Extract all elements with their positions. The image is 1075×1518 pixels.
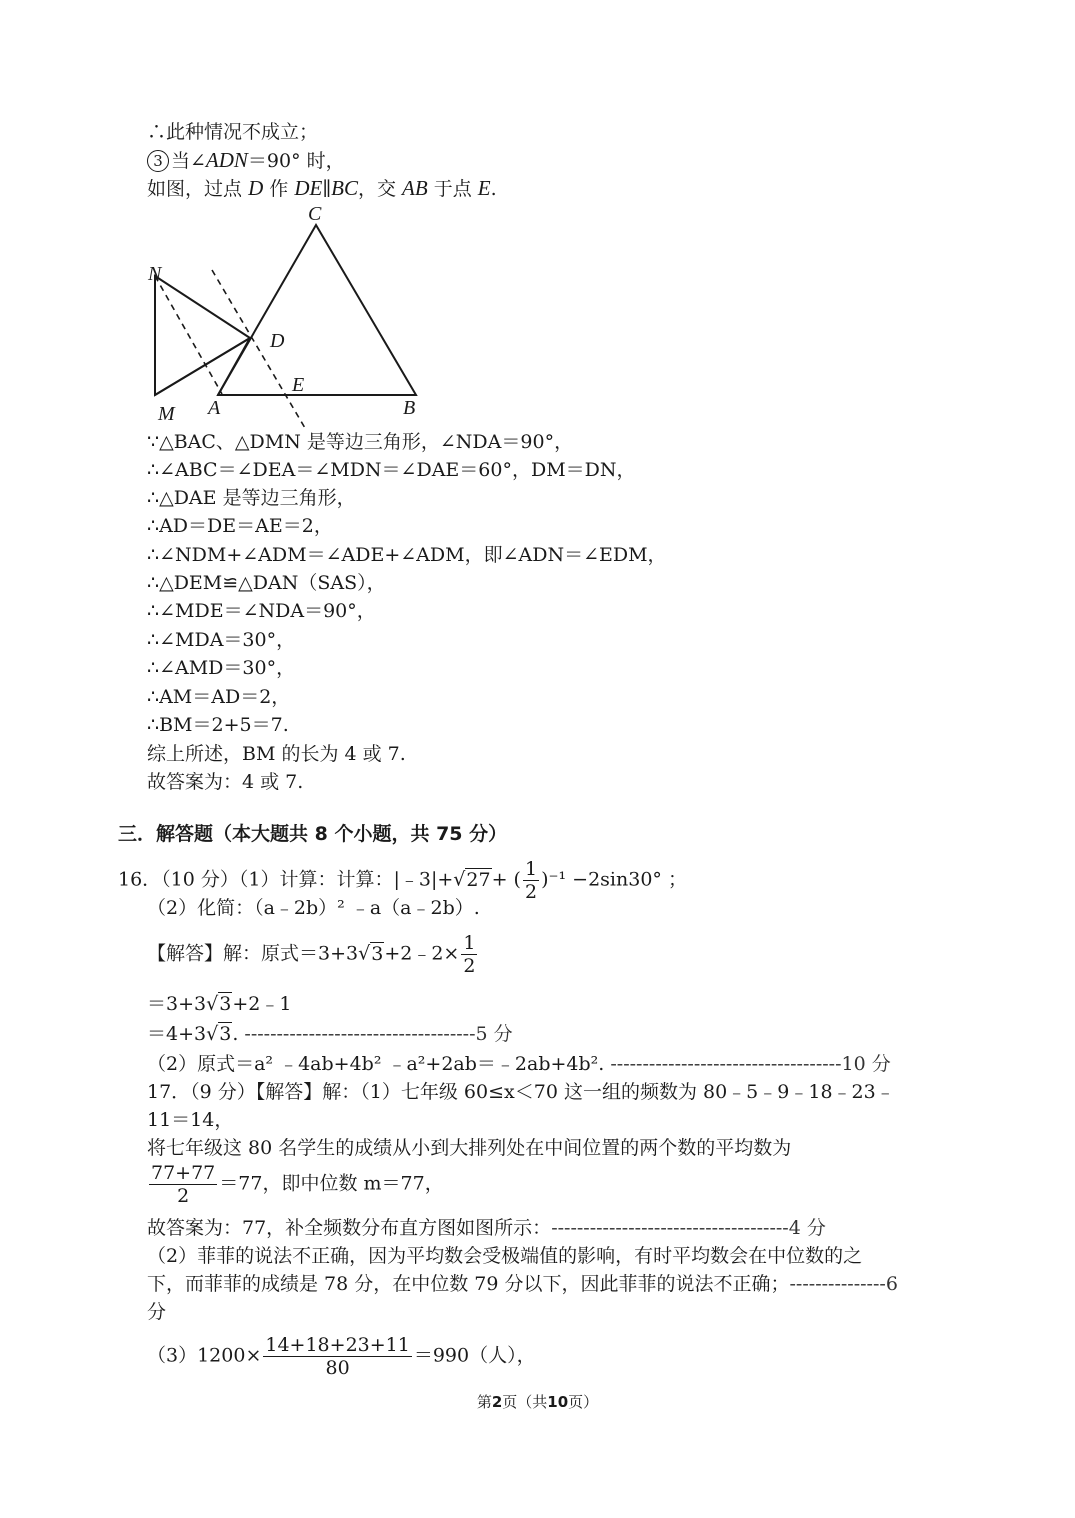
label-d: D [270,330,285,352]
q17-line: $\frac{77+77}{2}$ ＝77，即中位数 m＝77， [151,1162,444,1207]
q17-line: （3）1200× $\frac{14+18+23+11}{80}$ ＝990（人）， [147,1334,536,1379]
q17-line: 11＝14， [147,1109,234,1131]
q17-line: 故答案为：77，补全频数分布直方图如图所示：-------------------------------------4 分 [147,1217,826,1239]
page-footer: 第2页（共10页） [476,1393,599,1411]
circled-number: 3 [147,150,169,172]
score-marker: ------------------------------------10 分 [610,1053,891,1075]
proof-line: ∴BM＝2+5＝7. [147,714,289,736]
proof-line: ∵△BAC、△DMN 是等边三角形，∠NDA＝90°， [147,431,574,453]
proof-line: ∴△DEM≌△DAN（SAS）， [147,572,386,594]
proof-line: ∴△DAE 是等边三角形， [147,487,356,509]
q17-line: 将七年级这 80 名学生的成绩从小到大排列处在中间位置的两个数的平均数为 [147,1137,792,1159]
fraction: $\frac{77+77}{2}$ [151,1162,216,1207]
fraction: $\frac{14+18+23+11}{80}$ [265,1334,410,1379]
label-b: B [403,397,416,419]
fraction: $\frac{1}{2}$ [524,858,538,903]
proof-line: ∴∠MDA＝30°， [147,629,296,651]
triangle-abc [218,225,416,395]
text-line: ∴此种情况不成立； [147,121,319,143]
text-line: 3 当∠ADN＝90° 时， [147,146,345,175]
proof-line: ∴∠ABC＝∠DEA＝∠MDN＝∠DAE＝60°，DM＝DN， [147,459,636,481]
dashed-line-de [212,270,305,428]
label-n: N [148,263,162,285]
score-marker: ------------------------------------5 分 [244,1023,513,1045]
geometry-figure [140,200,440,430]
label-e: E [292,374,305,396]
q16-step: ＝3+3√3+2﹣1 [147,993,292,1015]
label-a: A [208,397,221,419]
dashed-line-na [155,276,222,394]
q17-line: 下，而菲菲的成绩是 78 分，在中位数 79 分以下，因此菲菲的说法不正确；---------------6 [147,1273,898,1295]
proof-line: ∴∠AMD＝30°， [147,657,296,679]
section-heading: 三．解答题（本大题共 8 个小题，共 75 分） [118,823,508,845]
proof-line: ∴∠NDM+∠ADM＝∠ADE+∠ADM，即∠ADN＝∠EDM， [147,544,667,566]
fraction: $\frac{1}{2}$ [463,932,476,977]
segment-md [155,338,250,395]
q16-line: 16．（10 分）（1）计算：计算：|﹣3|+√27+ ( $\frac{1}{2}$ )⁻¹ −2sin30° ； [118,858,687,903]
q16-part2-solution: （2）原式＝a² ﹣4ab+4b² ﹣a²+2ab＝﹣2ab+4b². ------------------------------------10 分 [147,1053,891,1075]
label-m: M [158,403,175,425]
proof-line: ∴AM＝AD＝2， [147,686,291,708]
proof-line: 故答案为：4 或 7. [147,771,304,793]
proof-line: 综上所述，BM 的长为 4 或 7. [147,743,406,765]
score-marker: -------------------------------------4 分 [551,1217,826,1239]
q16-step: ＝4+3√3. ------------------------------------5 分 [147,1023,513,1045]
score-marker: ---------------6 [789,1273,898,1295]
q16-solution: 【解答】解：原式＝3+3√3+2﹣2× $\frac{1}{2}$ [147,932,476,977]
q17-line: （2）菲菲的说法不正确，因为平均数会受极端值的影响，有时平均数会在中位数的之 [147,1245,863,1267]
q16-part2: （2）化简：（a﹣2b）² ﹣a（a﹣2b）. [147,897,480,919]
proof-line: ∴∠MDE＝∠NDA＝90°， [147,600,376,622]
proof-line: ∴AD＝DE＝AE＝2， [147,515,333,537]
triangle-dmn [155,276,250,395]
q17-line: 分 [147,1301,167,1323]
q17-line: 17．（9 分）【解答】解：（1）七年级 60≤x＜70 这一组的频数为 80﹣5﹣9﹣18﹣23﹣ [147,1081,895,1103]
label-c: C [308,203,322,225]
text-line: 如图，过点 D 作 DE∥BC，交 AB 于点 E. [147,176,497,200]
